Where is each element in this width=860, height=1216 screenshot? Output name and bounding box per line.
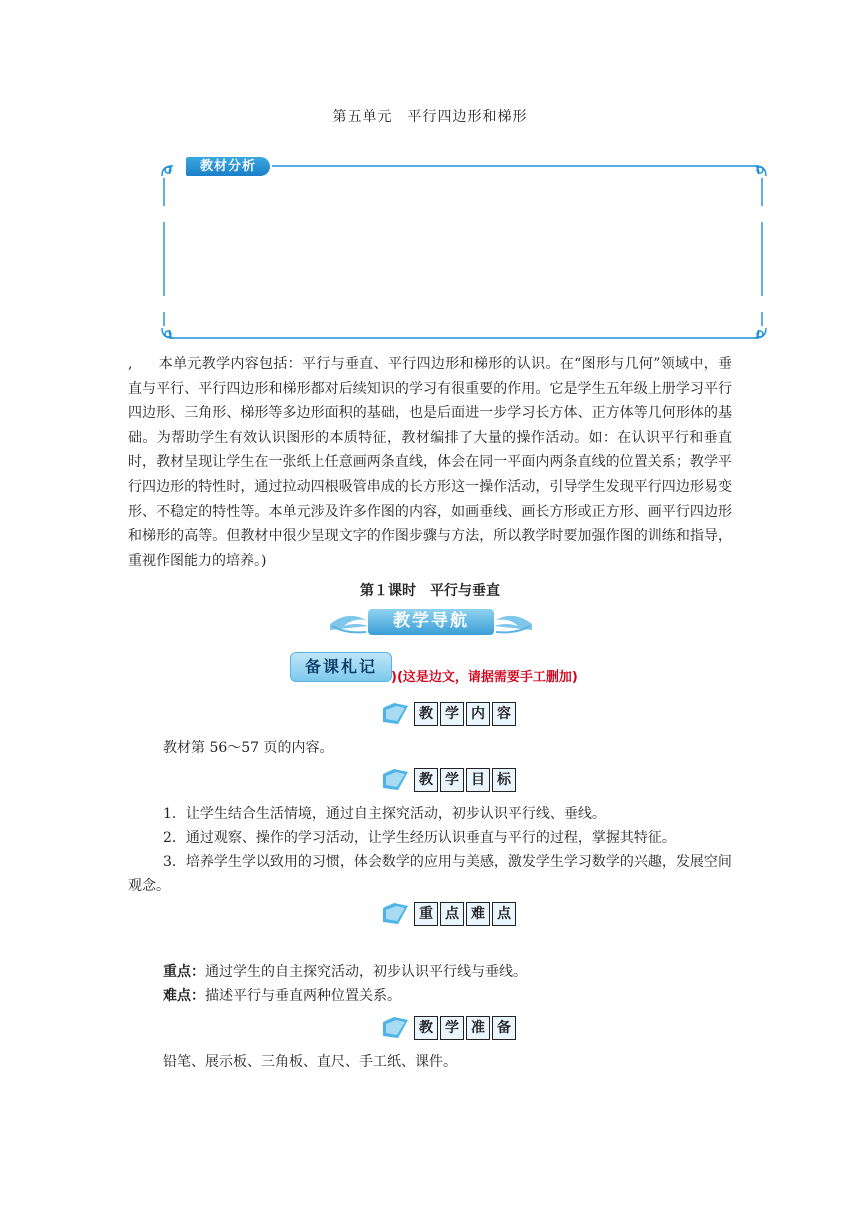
heading-char: 学 — [440, 768, 464, 792]
unit-title: 第五单元 平行四边形和梯形 — [332, 109, 528, 125]
key-label: 重点： — [163, 964, 205, 980]
lesson-title: 第１课时 平行与垂直 — [360, 583, 500, 599]
difficult-point — [163, 984, 401, 1008]
difficult-label: 难点： — [163, 988, 205, 1004]
heading-char: 教 — [414, 768, 438, 792]
heading-char: 点 — [492, 902, 516, 926]
heading-char: 标 — [492, 768, 516, 792]
heading-char: 容 — [492, 702, 516, 726]
goal-item-3: 3．培养学生学以致用的习惯，体会数学的应用与美感，激发学生学习数学的兴趣，发展空间观念。 — [128, 854, 732, 894]
prep-text: 铅笔、展示板、三角板、直尺、手工纸、课件。 — [163, 1054, 457, 1070]
heading-char: 重 — [414, 902, 438, 926]
heading-char: 备 — [492, 1016, 516, 1040]
content-text: 教材第 56～57 页的内容。 — [163, 740, 334, 756]
key-text: 通过学生的自主探究活动，初步认识平行线与垂线。 — [205, 964, 527, 980]
lesson-notes-badge: 备课札记 — [290, 652, 392, 682]
book-icon — [380, 700, 410, 728]
book-icon — [380, 900, 410, 928]
analysis-label: 教材分析 — [186, 157, 270, 176]
heading-char: 内 — [466, 702, 490, 726]
heading-char: 教 — [414, 1016, 438, 1040]
heading-char: 教 — [414, 702, 438, 726]
paragraph-text: 本单元教学内容包括：平行与垂直、平行四边形和梯形的认识。在“图形与几何”领域中，垂直与平行、平行四边形和梯形都对后续知识的学习有很重要的作用。它是学生五年级上册学习平行四边形、三角形、梯形等多边形面积的基础，也是后面进一步学习长方体、正方体等几何形体的基础。为帮助学生有效认识图形的本质特征，教材编排了大量的操作活动。如：在认识平行和垂直时，教材呈现让学生在一张纸上任意画两条直线，体会在同一平面内两条直线的位置关系；教学平行四边形的特性时，通过拉动四根吸管串成的长方形这一操作活动，引导学生发现平行四边形易变形、不稳定的特性等。本单元涉及许多作图的内容，如画垂线、画长方形或正方形、画平行四边形和梯形的高等。但教材中很少呈现文字的作图步骤与方法，所以教学时要加强作图的训练和指导，重视作图能力的培养。) — [128, 356, 732, 569]
analysis-frame — [160, 156, 768, 348]
goal-item-1: 1．让学生结合生活情境，通过自主探究活动，初步认识平行线、垂线。 — [163, 806, 606, 822]
book-icon — [380, 766, 410, 794]
goal-item-2: 2．通过观察、操作的学习活动，让学生经历认识垂直与平行的过程，掌握其特征。 — [163, 830, 676, 846]
heading-char: 难 — [466, 902, 490, 926]
heading-char: 学 — [440, 1016, 464, 1040]
paragraph-lead: , — [128, 356, 133, 372]
key-point — [163, 960, 527, 984]
heading-char: 准 — [466, 1016, 490, 1040]
heading-char: 学 — [440, 702, 464, 726]
analysis-paragraph — [128, 352, 732, 573]
heading-char: 点 — [440, 902, 464, 926]
banner-text: 教学导航 — [393, 611, 469, 631]
book-icon — [380, 1014, 410, 1042]
teaching-nav-banner — [326, 604, 536, 638]
margin-note: )(这是边文，请据需要手工删加) — [391, 670, 578, 685]
heading-char: 目 — [466, 768, 490, 792]
difficult-text: 描述平行与垂直两种位置关系。 — [205, 988, 401, 1004]
